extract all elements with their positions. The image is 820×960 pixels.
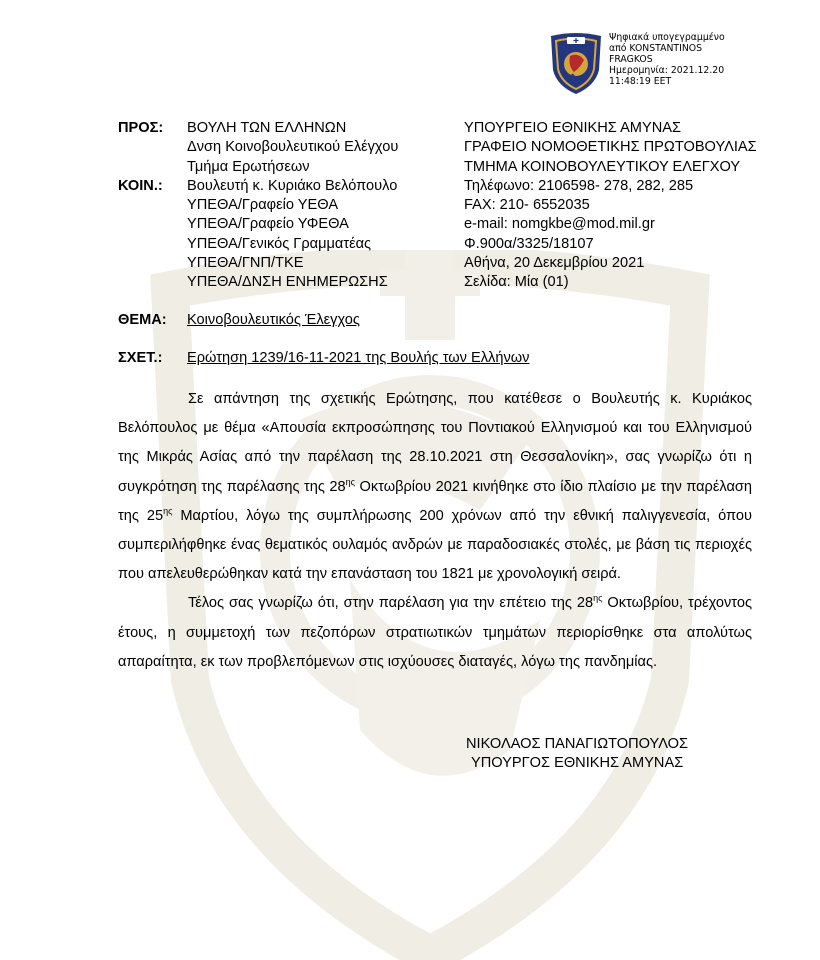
sender-line: Τηλέφωνο: 2106598- 278, 282, 285 (464, 177, 694, 194)
signer-title: ΥΠΟΥΡΓΟΣ ΕΘΝΙΚΗΣ ΑΜΥΝΑΣ (471, 755, 684, 771)
subject-text: Κοινοβουλευτικός Έλεγχος (187, 312, 360, 328)
subject-label: ΘΕΜΑ: (118, 312, 167, 328)
to-line: ΒΟΥΛΗ ΤΩΝ ΕΛΛΗΝΩΝ (187, 120, 347, 136)
reference-text: Ερώτηση 1239/16-11-2021 της Βουλής των Ελλήνων (187, 350, 530, 366)
cc-label: ΚΟΙΝ.: (118, 177, 163, 194)
sender-line: ΤΜΗΜΑ ΚΟΙΝΟΒΟΥΛΕΥΤΙΚΟΥ ΕΛΕΓΧΟΥ (464, 158, 741, 175)
to-line: Τμήμα Ερωτήσεων (187, 158, 310, 175)
body-paragraph: Σε απάντηση της σχετικής Ερώτησης, που κατέθεσε ο Βουλευτής κ. Κυριάκος Βελόπουλος με θέμα «Απουσία εκπροσώπησης του Ποντιακού Ελληνισμού και του Ελληνισμού της Μικράς Ασίας από την παρέλαση της 28.10.2021 στη Θεσσαλονίκη», σας γνωρίζω ότι η συγκρότηση της παρέλασης της $28^{\eta\varsigma}$ Οκτωβρίου 2021 κινήθηκε στο ίδιο πλαίσιο με την παρέλαση της $25^{\eta\varsigma}$ Μαρτίου, λόγω της συμπλήρωσης 200 χρόνων από την εθνική παλιγγενεσία, όπου συμπεριλήφθηκε ένας θεματικός ουλαμός ανδρών με παραδοσιακές στολές, με βάση τις περιοχές που απελευθερώθηκαν κατά την επανάσταση του 1821 με χρονολογική σειρά. (118, 391, 752, 583)
sender-block (464, 119, 804, 293)
sender-line: ΓΡΑΦΕΙΟ ΝΟΜΟΘΕΤΙΚΗΣ ΠΡΩΤΟΒΟΥΛΙΑΣ (464, 139, 757, 156)
letter-body (118, 385, 752, 677)
sender-line: Σελίδα: Μία (01) (464, 274, 569, 291)
signature-line: Ψηφιακά υπογεγραμμένο (609, 32, 725, 43)
signature-line: FRAGKOS (609, 54, 653, 65)
cc-line: Βουλευτή κ. Κυριάκο Βελόπουλο (187, 177, 398, 194)
signer-block (466, 735, 688, 773)
sender-line: Φ.900α/3325/18107 (464, 235, 594, 252)
to-label: ΠΡΟΣ: (118, 120, 164, 136)
sender-line: ΥΠΟΥΡΓΕΙΟ ΕΘΝΙΚΗΣ ΑΜΥΝΑΣ (464, 120, 681, 136)
to-line: Δνση Κοινοβουλευτικού Ελέγχου (187, 139, 399, 156)
sender-line: Αθήνα, 20 Δεκεμβρίου 2021 (464, 255, 645, 272)
digital-signature-block (548, 32, 778, 102)
cc-line: ΥΠΕΘΑ/Γενικός Γραμματέας (187, 235, 372, 252)
signature-line: Ημερομηνία: 2021.12.20 (609, 65, 725, 76)
recipients-block (118, 119, 448, 293)
sender-line: e-mail: nomgkbe@mod.mil.gr (464, 216, 655, 233)
signature-line: από KONSTANTINOS (609, 43, 702, 54)
subject-line (118, 310, 360, 330)
cc-line: ΥΠΕΘΑ/ΓΝΠ/ΤΚΕ (187, 255, 304, 272)
reference-label: ΣΧΕΤ.: (118, 350, 163, 366)
signature-text (609, 32, 774, 87)
cc-line: ΥΠΕΘΑ/ΔΝΣΗ ΕΝΗΜΕΡΩΣΗΣ (187, 274, 388, 291)
sender-line: FAX: 210- 6552035 (464, 197, 590, 214)
cc-line: ΥΠΕΘΑ/Γραφείο ΥΕΘΑ (187, 197, 339, 214)
signature-line: 11:48:19 EET (609, 76, 672, 87)
body-paragraph: Τέλος σας γνωρίζω ότι, στην παρέλαση για την επέτειο της $28^{\eta\varsigma}$ Οκτωβρίου, τρέχοντος έτους, η συμμετοχή των πεζοπόρων στρατιωτικών τμημάτων περιορίσθηκε στα απολύτως απαραίτητα, εκ των προβλεπόμενων στις ισχύουσες διαταγές, λόγω της πανδημίας. (118, 593, 752, 670)
ministry-seal-icon (548, 32, 604, 96)
cc-line: ΥΠΕΘΑ/Γραφείο ΥΦΕΘΑ (187, 216, 349, 233)
signer-name: ΝΙΚΟΛΑΟΣ ΠΑΝΑΓΙΩΤΟΠΟΥΛΟΣ (466, 736, 689, 752)
reference-line (118, 348, 529, 368)
